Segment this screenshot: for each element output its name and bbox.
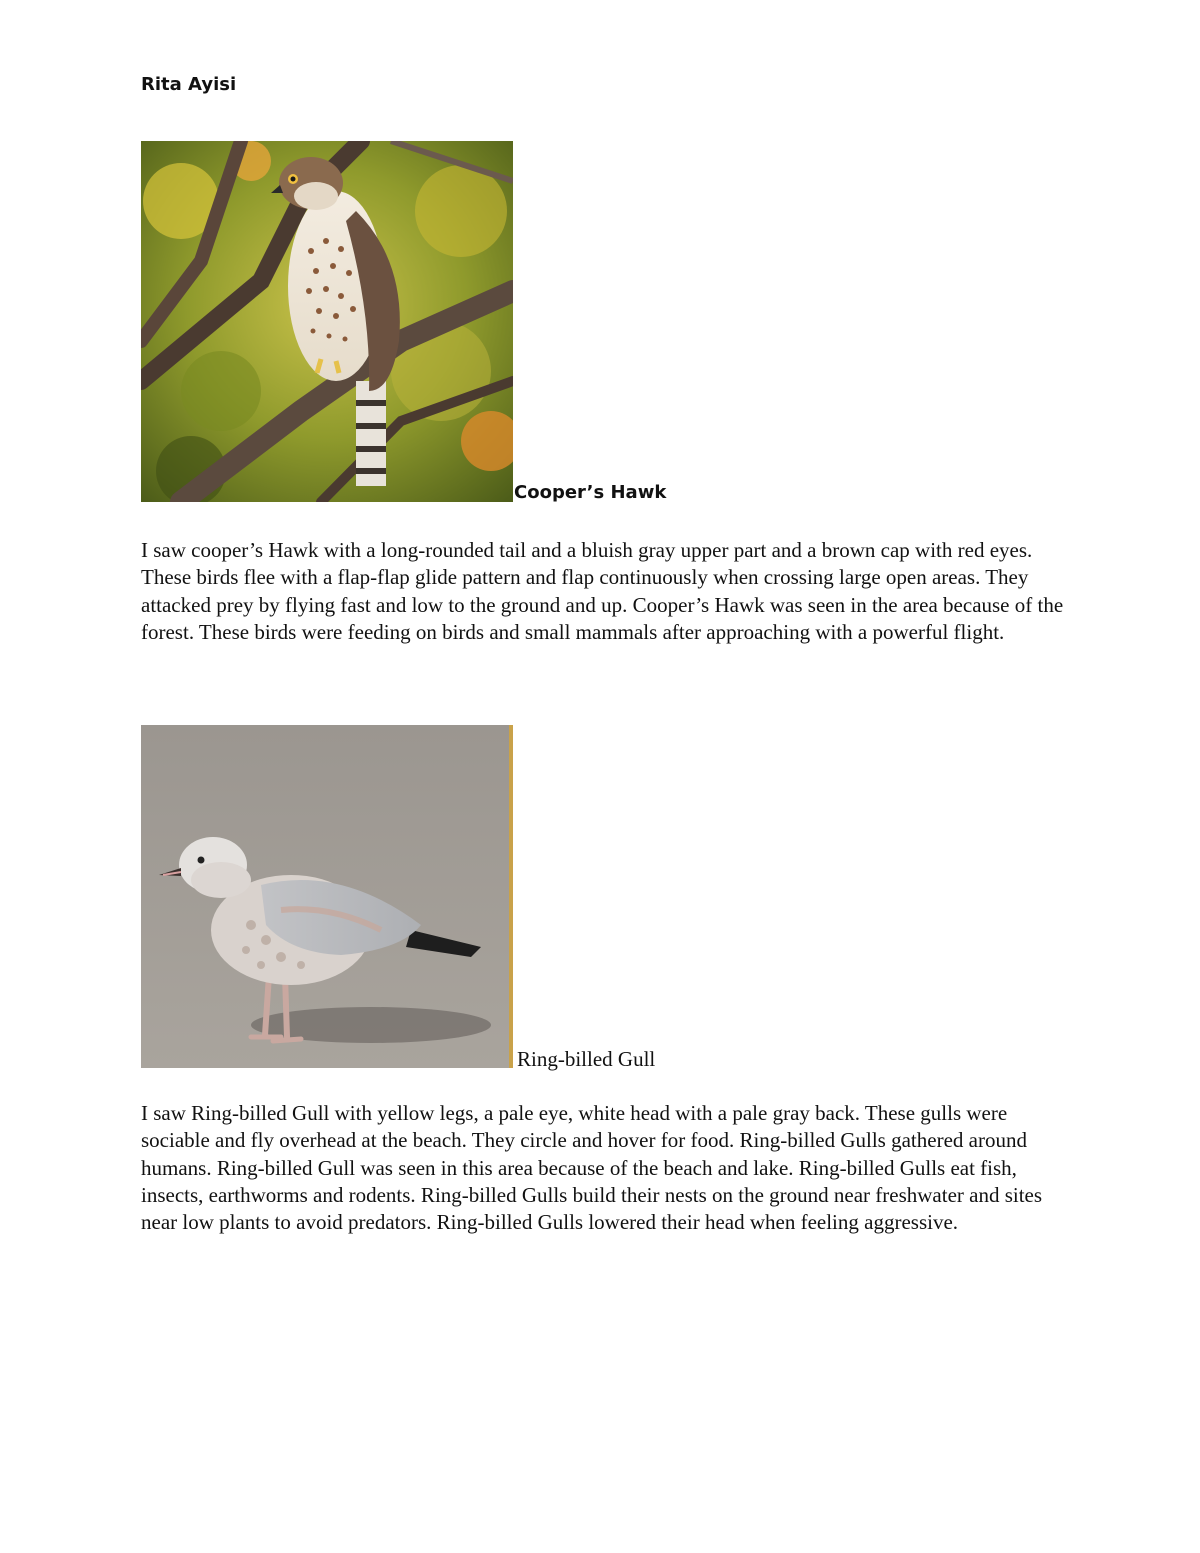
coopers-hawk-caption: Cooper’s Hawk [514,482,667,503]
ring-billed-gull-photo [141,725,513,1068]
ring-billed-gull-caption: Ring-billed Gull [517,1047,656,1071]
coopers-hawk-description: I saw cooper’s Hawk with a long-rounded tail and a bluish gray upper part and a brown cap with red eyes. These birds flee with a flap-flap glide pattern and flap continuously when crossing large open areas. They attacked prey by flying fast and low to the ground and up. Cooper’s Hawk was seen in the area because of the forest. These birds were feeding on birds and small mammals after approaching with a powerful flight. [141,538,1064,644]
coopers-hawk-photo [141,141,513,502]
ring-billed-gull-description: I saw Ring-billed Gull with yellow legs, a pale eye, white head with a pale gray back. These gulls were sociable and fly overhead at the beach. They circle and hover for food. Ring-billed Gulls gathered around humans. Ring-billed Gull was seen in this area because of the beach and lake. Ring-billed Gulls eat fish, insects, earthworms and rodents. Ring-billed Gulls build their nests on the ground near freshwater and sites near low plants to avoid predators. Ring-billed Gulls lowered their head when feeling aggressive. [141,1101,1043,1235]
author-name: Rita Ayisi [141,74,237,95]
